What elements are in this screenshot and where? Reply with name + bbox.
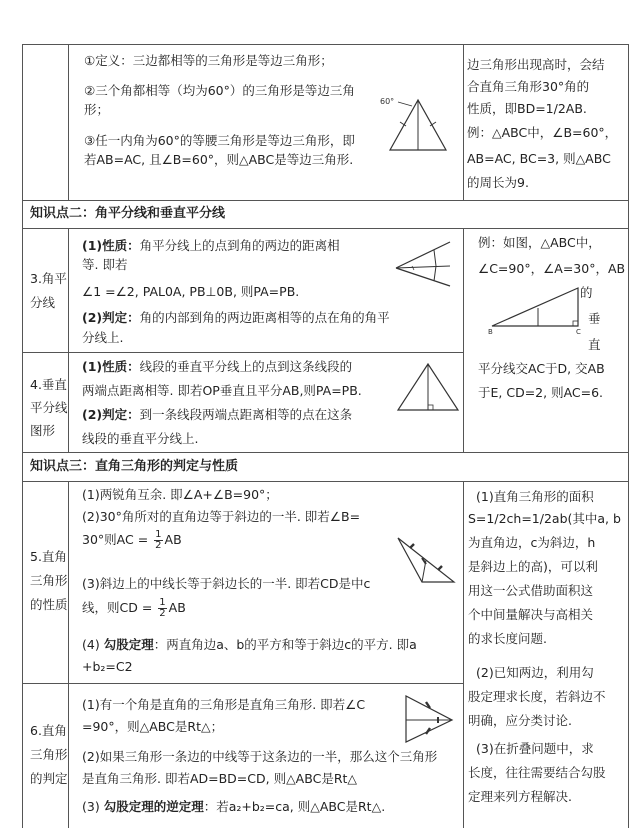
equilateral-criterion-isosceles-b: 若AB=AC, 且∠B=60°，则△ABC是等边三角形. xyxy=(84,152,354,167)
equilateral-triangle-figure xyxy=(378,92,458,162)
note3-line7: 的求长度问题. xyxy=(468,631,547,646)
section-2-heading: 知识点二：角平分线和垂直平分线 xyxy=(30,206,226,221)
example2-line1: 例：如图，△ABC中， xyxy=(478,235,601,250)
row4-label-c: 图形 xyxy=(30,423,56,438)
row1-note-line1: 边三角形出现高时，会结 xyxy=(467,57,605,72)
perpendicular-bisector-figure xyxy=(392,360,462,416)
row5-label-b: 三角形 xyxy=(30,573,68,588)
note3-line12: 长度，往往需要结合勾股 xyxy=(468,765,606,780)
note3-line2: S=1/2ch=1/2ab(其中a, b xyxy=(468,511,621,526)
fraction-one-half: $\frac{1}{2}$ xyxy=(155,529,162,551)
note3-line3: 为直角边，c为斜边，h xyxy=(468,535,596,550)
row3-property-b: 等. 即若 xyxy=(82,257,128,272)
row3-judgement-a: (2)判定：角的内部到角的两边距离相等的点在角的角平 xyxy=(82,310,390,325)
equilateral-definition: ①定义：三边都相等的三角形是等边三角形； xyxy=(84,53,333,68)
right-triangle-judgement-figure xyxy=(400,690,458,748)
note3-line8: (2)已知两边，利用勾 xyxy=(476,665,594,680)
example2-line7: 于E, CD=2, 则AC=6. xyxy=(478,385,604,400)
point-label-b: B xyxy=(488,328,493,334)
note3-line4: 是斜边上的高)，可以利 xyxy=(468,559,598,574)
row6-item1b: =90°，则△ABC是Rt△； xyxy=(82,719,224,734)
note3-line13: 定理来列方程解决. xyxy=(468,789,572,804)
example2-line4: 垂 xyxy=(588,311,601,326)
equilateral-criterion-isosceles-a: ③任一内角为60°的等腰三角形是等边三角形，即 xyxy=(84,133,355,148)
angle-label-60: 60° xyxy=(380,97,395,106)
section-3-heading: 知识点三：直角三角形的判定与性质 xyxy=(30,459,239,474)
note3-line10: 明确，应分类讨论. xyxy=(468,713,572,728)
note3-line1: (1)直角三角形的面积 xyxy=(476,489,594,504)
row5-item2b: 30°则AC = $\frac{1}{2}$ AB xyxy=(82,529,182,551)
equilateral-criterion-angles-a: ②三个角都相等（均为60°）的三角形是等边三角 xyxy=(84,83,355,98)
row6-label-a: 6.直角 xyxy=(30,723,67,738)
row6-item3: (3) 勾股定理的逆定理：若a₂+b₂=ca, 则△ABC是Rt△. xyxy=(82,799,386,814)
row3-property-c: ∠1 =∠2, PAL0A, PB⊥0B, 则PA=PB. xyxy=(82,284,300,299)
row4-property-a: (1)性质：线段的垂直平分线上的点到这条线段的 xyxy=(82,359,353,374)
row4-label-b: 平分线 xyxy=(30,400,68,415)
row5-label-a: 5.直角 xyxy=(30,549,67,564)
row4-property-b: 两端点距离相等. 即若OP垂直且平分AB,则PA=PB. xyxy=(82,383,362,398)
example2-line6: 平分线交AC于D, 交AB xyxy=(478,361,605,376)
angle-bisector-figure xyxy=(390,236,456,292)
row5-item1: (1)两锐角互余. 即∠A+∠B=90°； xyxy=(82,487,278,502)
row1-note-line2: 合直角三角形30°角的 xyxy=(467,79,590,94)
right-triangle-example-figure xyxy=(488,282,584,334)
row4-judgement-b: 线段的垂直平分线上. xyxy=(82,431,199,446)
row6-item1a: (1)有一个角是直角的三角形是直角三角形. 即若∠C xyxy=(82,697,366,712)
row4-label-a: 4.垂直 xyxy=(30,377,67,392)
row1-note-line5: AB=AC, BC=3, 则△ABC xyxy=(467,151,611,166)
row6-item2b: 是直角三角形. 即若AD=BD=CD, 则△ABC是Rt△ xyxy=(82,771,358,786)
row3-judgement-b: 分线上. xyxy=(82,330,124,345)
note3-line5: 用这一公式借助面积这 xyxy=(468,583,594,598)
row5-item3b: 线，则CD = $\frac{1}{2}$ AB xyxy=(82,597,186,619)
row3-property-a: (1)性质：角平分线上的点到角的两边的距离相 xyxy=(82,238,340,253)
row6-label-c: 的判定 xyxy=(30,771,68,786)
note3-line11: (3)在折叠问题中，求 xyxy=(476,741,594,756)
row3-label-a: 3.角平 xyxy=(30,271,67,286)
row1-note-line6: 的周长为9. xyxy=(467,175,529,190)
row5-item4b: +b₂=C2 xyxy=(82,659,133,674)
row1-note-line3: 性质，即BD=1/2AB. xyxy=(467,101,587,116)
row5-label-c: 的性质 xyxy=(30,597,68,612)
row5-item4a: (4) 勾股定理：两直角边a、b的平方和等于斜边c的平方. 即a xyxy=(82,637,417,652)
example2-line3: 的 xyxy=(580,285,593,300)
right-triangle-median-figure xyxy=(394,530,460,588)
fraction-one-half-2: $\frac{1}{2}$ xyxy=(159,597,166,619)
example2-line5: 直 xyxy=(588,337,601,352)
equilateral-criterion-angles-b: 形； xyxy=(84,102,110,117)
row5-item3a: (3)斜边上的中线长等于斜边长的一半. 即若CD是中c xyxy=(82,576,371,591)
row4-judgement-a: (2)判定：到一条线段两端点距离相等的点在这条 xyxy=(82,407,353,422)
point-label-c: C xyxy=(576,328,581,334)
row5-item2a: (2)30°角所对的直角边等于斜边的一半. 即若∠B= xyxy=(82,509,361,524)
row3-label-b: 分线 xyxy=(30,295,56,310)
example2-line2: ∠C=90°，∠A=30°，AB xyxy=(478,261,626,276)
note3-line9: 股定理求长度，若斜边不 xyxy=(468,689,606,704)
note3-line6: 个中间量解决与高相关 xyxy=(468,607,594,622)
row6-label-b: 三角形 xyxy=(30,747,68,762)
row1-note-line4: 例：△ABC中，∠B=60°， xyxy=(467,125,618,140)
row6-item2a: (2)如果三角形一条边的中线等于这条边的一半，那么这个三角形 xyxy=(82,749,438,764)
